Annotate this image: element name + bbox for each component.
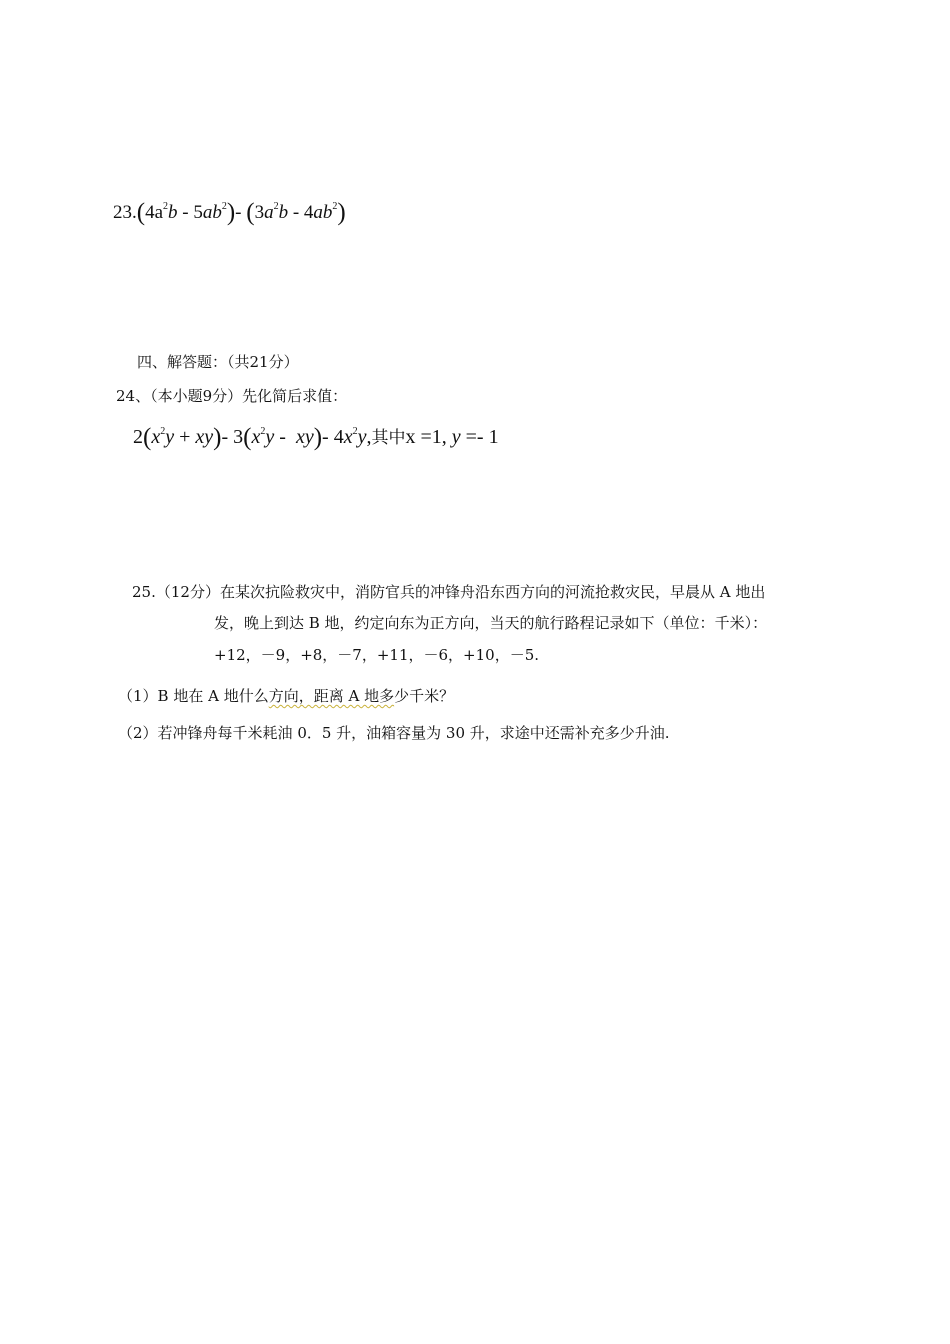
question-25-part-1-a: （1）B 地在 A 地什么 [118,687,269,705]
question-23 [113,199,346,226]
question-24-expression: $2(x^2y + xy)-$ $3(x^2y - xy)-$ $4x^2y$,其中x =1, y =- 1 [133,424,499,451]
question-23-number: 23. [113,202,137,223]
question-24-condition-word: 其中 [371,428,406,447]
question-23-expression: $(4a^2b - 5ab^2)-$ $(3a^2b - 4ab^2)$ [136,199,346,226]
section-4-heading: 四、解答题：（共21分） [137,353,299,371]
question-25-part-1-b: 方向，距离 A 地多 [268,687,395,705]
question-25-records: +12，－9，+8，－7，+11，－6，+10，－5. [214,646,540,664]
question-25-line2: 发，晚上到达 B 地，约定向东为正方向，当天的航行路程记录如下（单位：千米）： [214,614,768,632]
question-24-label: 24、（本小题9分）先化简后求值： [116,387,348,405]
question-25-part-2: （2）若冲锋舟每千米耗油 0．5 升，油箱容量为 30 升，求途中还需补充多少升油. [118,724,670,742]
question-25-part-1-c: 少千米？ [394,687,455,705]
question-25-part-1 [118,685,454,706]
question-25-intro: 25.（12分）在某次抗险救灾中，消防官兵的冲锋舟沿东西方向的河流抢救灾民，早晨从 A 地出 [132,583,766,601]
